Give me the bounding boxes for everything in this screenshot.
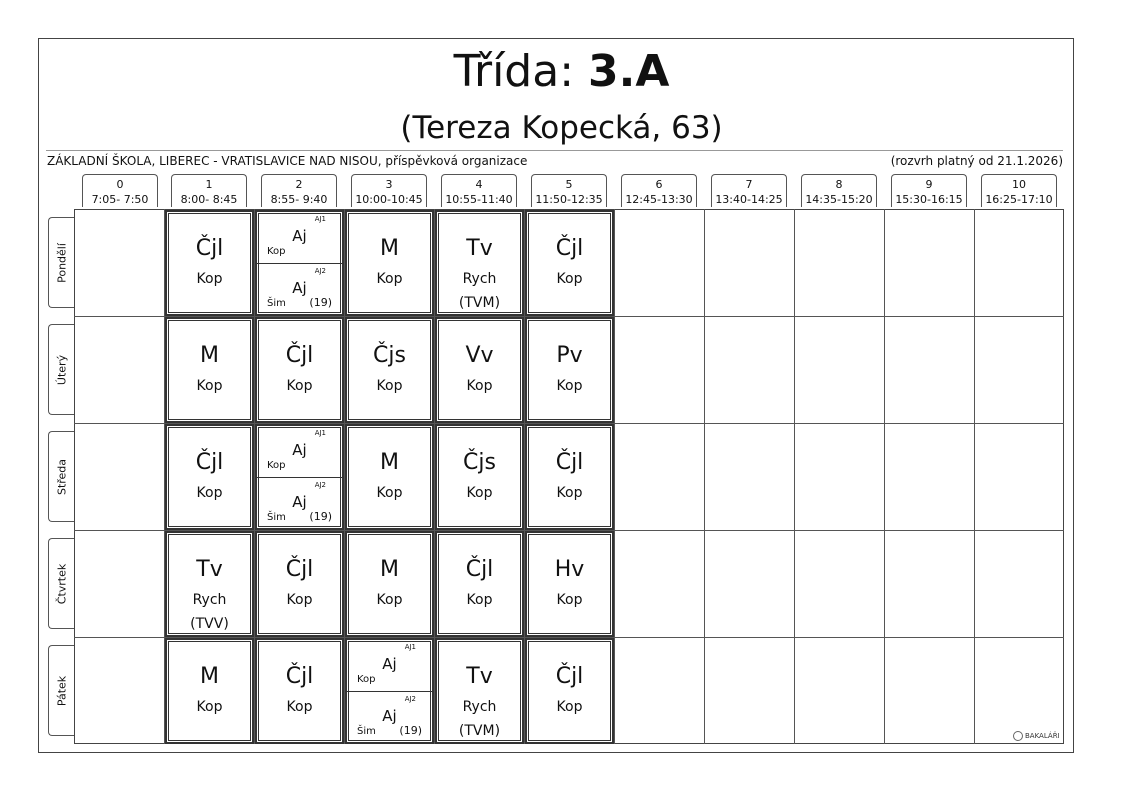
group-label: AJ1	[314, 215, 326, 223]
period-header-6: 6 12:45-13:30	[621, 174, 697, 207]
bakalari-logo: BAKALÁŘI	[1013, 731, 1060, 741]
lesson-subject: Tv	[466, 664, 493, 689]
lesson-subject: Aj	[292, 227, 307, 245]
lesson-teacher: Kop	[556, 592, 583, 608]
lesson-teacher: Kop	[357, 674, 376, 685]
lesson-subject: Tv	[466, 236, 493, 261]
period-header-8: 8 14:35-15:20	[801, 174, 877, 207]
lesson-cell[interactable]	[345, 531, 434, 637]
lesson-teacher: Kop	[376, 378, 403, 394]
lesson-teacher: Rych	[462, 699, 497, 715]
lesson-subject: Čjl	[285, 343, 314, 368]
lesson-teacher: Kop	[267, 246, 286, 257]
lesson-subject: Čjl	[285, 664, 314, 689]
header-divider	[46, 150, 1063, 151]
lesson-group	[347, 640, 432, 691]
day-tab-friday: Pátek	[48, 645, 74, 736]
lesson-teacher: Kop	[267, 460, 286, 471]
period-header-10: 10 16:25-17:10	[981, 174, 1057, 207]
lesson-room: (TVM)	[458, 723, 501, 739]
lesson-teacher: Kop	[466, 378, 493, 394]
lesson-cell[interactable]	[255, 531, 344, 637]
lesson-teacher: Šim	[267, 512, 286, 523]
lesson-teacher: Rych	[462, 271, 497, 287]
lesson-group	[257, 426, 342, 477]
lesson-subject: Čjl	[555, 664, 584, 689]
lesson-room: (TVM)	[458, 295, 501, 311]
lesson-subject: Čjl	[285, 557, 314, 582]
lesson-teacher: Kop	[556, 271, 583, 287]
lesson-cell[interactable]	[525, 638, 614, 744]
lesson-cell-split[interactable]	[345, 638, 434, 744]
lesson-group	[257, 212, 342, 263]
group-label: AJ2	[314, 481, 326, 489]
lesson-teacher: Kop	[196, 699, 223, 715]
lesson-subject: Čjs	[463, 450, 496, 475]
lesson-teacher: Kop	[196, 485, 223, 501]
period-header-2: 2 8:55- 9:40	[261, 174, 337, 207]
lesson-cell[interactable]	[435, 210, 524, 316]
lesson-subject: Aj	[382, 655, 397, 673]
lesson-room: (19)	[309, 510, 332, 523]
lesson-subject: Hv	[554, 557, 585, 582]
lesson-cell[interactable]	[255, 317, 344, 423]
lesson-room: (19)	[399, 724, 422, 737]
validity-date: (rozvrh platný od 21.1.2026)	[890, 154, 1063, 168]
lesson-teacher: Šim	[357, 726, 376, 737]
lesson-teacher: Kop	[376, 485, 403, 501]
lesson-group	[257, 263, 342, 315]
lesson-teacher: Kop	[556, 485, 583, 501]
lesson-subject: M	[380, 450, 399, 475]
lesson-subject: Aj	[292, 441, 307, 459]
lesson-subject: M	[380, 557, 399, 582]
lesson-subject: M	[200, 664, 219, 689]
period-header-4: 4 10:55-11:40	[441, 174, 517, 207]
lesson-teacher: Kop	[196, 271, 223, 287]
lesson-cell[interactable]	[255, 638, 344, 744]
lesson-subject: M	[200, 343, 219, 368]
lesson-cell-split[interactable]	[255, 424, 344, 530]
class-teacher: (Tereza Kopecká, 63)	[400, 110, 723, 146]
lesson-cell[interactable]	[165, 210, 254, 316]
lesson-teacher: Kop	[466, 485, 493, 501]
lesson-cell[interactable]	[165, 531, 254, 637]
lesson-cell[interactable]	[165, 424, 254, 530]
lesson-teacher: Kop	[466, 592, 493, 608]
lesson-teacher: Kop	[556, 699, 583, 715]
page-title	[0, 44, 1123, 100]
lesson-cell[interactable]	[345, 317, 434, 423]
period-header-7: 7 13:40-14:25	[711, 174, 787, 207]
lesson-cell[interactable]	[435, 531, 524, 637]
lesson-cell-split[interactable]	[255, 210, 344, 316]
lesson-cell[interactable]	[525, 210, 614, 316]
group-label: AJ1	[404, 643, 416, 651]
lesson-teacher: Kop	[556, 378, 583, 394]
lesson-teacher: Kop	[376, 592, 403, 608]
lesson-teacher: Kop	[286, 378, 313, 394]
day-tab-tuesday: Úterý	[48, 324, 74, 415]
lesson-cell[interactable]	[165, 638, 254, 744]
lesson-room: (TVV)	[190, 616, 229, 632]
lesson-subject: Aj	[292, 279, 307, 297]
period-header-9: 9 15:30-16:15	[891, 174, 967, 207]
lesson-subject: Čjl	[195, 236, 224, 261]
lesson-subject: Čjs	[373, 343, 406, 368]
lesson-teacher: Kop	[376, 271, 403, 287]
lesson-cell[interactable]	[525, 317, 614, 423]
lesson-subject: Pv	[556, 343, 583, 368]
lesson-cell[interactable]	[165, 317, 254, 423]
class-name: 3.A	[588, 46, 670, 97]
lesson-cell[interactable]	[525, 531, 614, 637]
group-label: AJ1	[314, 429, 326, 437]
lesson-subject: Čjl	[465, 557, 494, 582]
lesson-teacher: Kop	[286, 592, 313, 608]
title-prefix: Třída:	[453, 46, 575, 97]
lesson-subject: M	[380, 236, 399, 261]
lesson-room: (19)	[309, 296, 332, 309]
lesson-subject: Čjl	[555, 450, 584, 475]
group-label: AJ2	[314, 267, 326, 275]
lesson-cell[interactable]	[345, 424, 434, 530]
day-tab-monday: Pondělí	[48, 217, 74, 308]
period-header-3: 3 10:00-10:45	[351, 174, 427, 207]
day-tab-thursday: Čtvrtek	[48, 538, 74, 629]
period-header-1: 1 8:00- 8:45	[171, 174, 247, 207]
lesson-teacher: Kop	[286, 699, 313, 715]
day-tab-wednesday: Středa	[48, 431, 74, 522]
lesson-subject: Aj	[382, 707, 397, 725]
lesson-subject: Aj	[292, 493, 307, 511]
lesson-subject: Čjl	[555, 236, 584, 261]
lesson-cell[interactable]	[435, 317, 524, 423]
logo-icon	[1013, 731, 1023, 741]
group-label: AJ2	[404, 695, 416, 703]
lesson-cell[interactable]	[435, 638, 524, 744]
lesson-teacher: Rych	[192, 592, 227, 608]
school-name: ZÁKLADNÍ ŠKOLA, LIBEREC - VRATISLAVICE NAD NISOU, příspěvková organizace	[47, 154, 528, 168]
lesson-subject: Vv	[465, 343, 494, 368]
period-header-0: 0 7:05- 7:50	[82, 174, 158, 207]
lesson-teacher: Kop	[196, 378, 223, 394]
lesson-cell[interactable]	[435, 424, 524, 530]
lesson-cell[interactable]	[345, 210, 434, 316]
lesson-subject: Čjl	[195, 450, 224, 475]
lesson-subject: Tv	[196, 557, 223, 582]
lesson-group	[257, 477, 342, 529]
period-header-5: 5 11:50-12:35	[531, 174, 607, 207]
lesson-group	[347, 691, 432, 743]
lesson-teacher: Šim	[267, 298, 286, 309]
lesson-cell[interactable]	[525, 424, 614, 530]
